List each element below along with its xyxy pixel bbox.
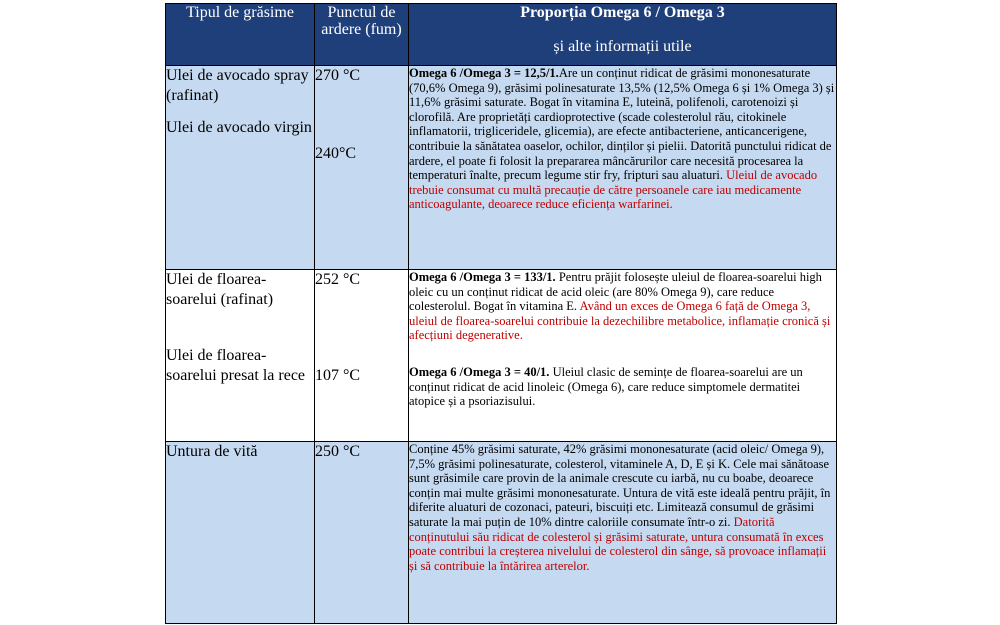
smoke-point-cell (315, 270, 409, 442)
info-text-sunflower-refined: Pentru prăjit folosește uleiul de floarea-soarelui high oleic cu un conținut ridicat de acid oleic (are 80% Omega 9), care reduce colesterolul. Bogat în vitamina E. (409, 270, 822, 314)
smoke-point-sunflower-cold-pressed: 107 °C (315, 367, 361, 384)
fats-table (165, 3, 837, 624)
warning-text-avocado: Uleiul de avocado trebuie consumat cu multă precauție de către persoanele care iau medicamente anticoagulante, deoarece reduce eficiența warfarinei. (409, 168, 818, 212)
info-block-sunflower-cold-pressed (409, 365, 836, 409)
header-row (166, 4, 837, 66)
info-text-sunflower-cold-pressed: Uleiul clasic de semințe de floarea-soarelui are un conținut ridicat de acid linoleic (Omega 6), care reduce simptomele dermatitei atopice și a psoriazisului. (409, 364, 803, 409)
table-row-sunflower (166, 270, 837, 442)
table-row-beef-tallow (166, 442, 837, 624)
warning-text-beef-tallow: Datorită conținutului său ridicat de colesterol și grăsimi saturate, untura consumată în exces poate contribui la creșterea nivelului de colesterol din sânge, să provoace inflamații și să contribuie la întărirea arterelor. (409, 514, 827, 573)
info-cell-beef-tallow (409, 442, 837, 624)
fat-name-cell (166, 270, 315, 442)
omega-ratio-sunflower-refined: Omega 6 /Omega 3 = 133/1. (409, 270, 556, 284)
info-cell-avocado (409, 66, 837, 270)
info-text-beef-tallow: Conține 45% grăsimi saturate, 42% grăsimi mononesaturate (acid oleic/ Omega 9), 7,5% grăsimi polinesaturate, colesterol, vitaminele A, D, E și K. Cele mai sănătoase sunt grăsimile care provin de la animale crescute cu iarbă, nu cu boabe, deoarece conțin mai multe grăsimi mononesaturate. Untura de vită este ideală pentru prăjit, în diferite aluaturi de cozonaci, pateuri, biscuiți etc. Limitează consumul de grăsimi saturate la mai puțin de 10% dintre caloriile consumate într-o zi. (409, 442, 831, 529)
omega-ratio-avocado: Omega 6 /Omega 3 = 12,5/1. (409, 66, 559, 80)
warning-text-sunflower: Având un exces de Omega 6 față de Omega 3, uleiul de floarea-soarelui contribuie la dezechilibre metabolice, inflamație cronică și afecțiuni degenerative. (409, 299, 831, 343)
fat-name-sunflower-refined: Ulei de floarea-soarelui (rafinat) (166, 271, 274, 308)
info-text-avocado: Are un conținut ridicat de grăsimi mononesaturate (70,6% Omega 9), grăsimi polinesaturate 13,5% (12,5% Omega 6 și 1% Omega 3) și 11,6% grăsimi saturate. Bogat în vitamina E, luteină, polifenoli, carotenoizi și clorofilă. Are proprietăți cardioprotective (scade colesterolul rău, citokinele inflamatorii, trigliceridele, glicemia), are efecte antibacteriene, anticancerigene, contribuie la sănătatea oaselor, ochilor, dinților și pielii. Datorită punctului ridicat de ardere, el poate fi folosit la prepararea mâncărurilor care necesită procesarea la temperaturi înalte, precum legume stir fry, fripturi sau aluaturi. (409, 66, 835, 183)
info-block-sunflower-refined (409, 270, 836, 343)
header-omega-ratio-subtitle: și alte informații utile (553, 38, 692, 55)
info-cell-sunflower (409, 270, 837, 442)
fat-name-sunflower-cold-pressed: Ulei de floarea-soarelui presat la rece (166, 347, 306, 384)
header-omega-ratio (409, 4, 837, 66)
smoke-point-beef-tallow: 250 °C (315, 442, 409, 624)
smoke-point-cell (315, 66, 409, 270)
table-row-avocado (166, 66, 837, 270)
fat-name-beef-tallow: Untura de vită (166, 442, 315, 624)
header-smoke-point: Punctul de ardere (fum) (315, 4, 409, 66)
fat-name-avocado-spray: Ulei de avocado spray (rafinat) (166, 67, 309, 104)
omega-ratio-sunflower-cold-pressed: Omega 6 /Omega 3 = 40/1. (409, 364, 550, 379)
fat-name-cell (166, 66, 315, 270)
header-fat-type: Tipul de grăsime (166, 4, 315, 66)
smoke-point-sunflower-refined: 252 °C (315, 271, 361, 288)
smoke-point-avocado-spray: 270 °C (315, 67, 361, 84)
smoke-point-avocado-virgin: 240°C (315, 145, 357, 162)
fat-name-avocado-virgin: Ulei de avocado virgin (166, 119, 312, 136)
header-omega-ratio-title: Proporția Omega 6 / Omega 3 (520, 4, 725, 21)
